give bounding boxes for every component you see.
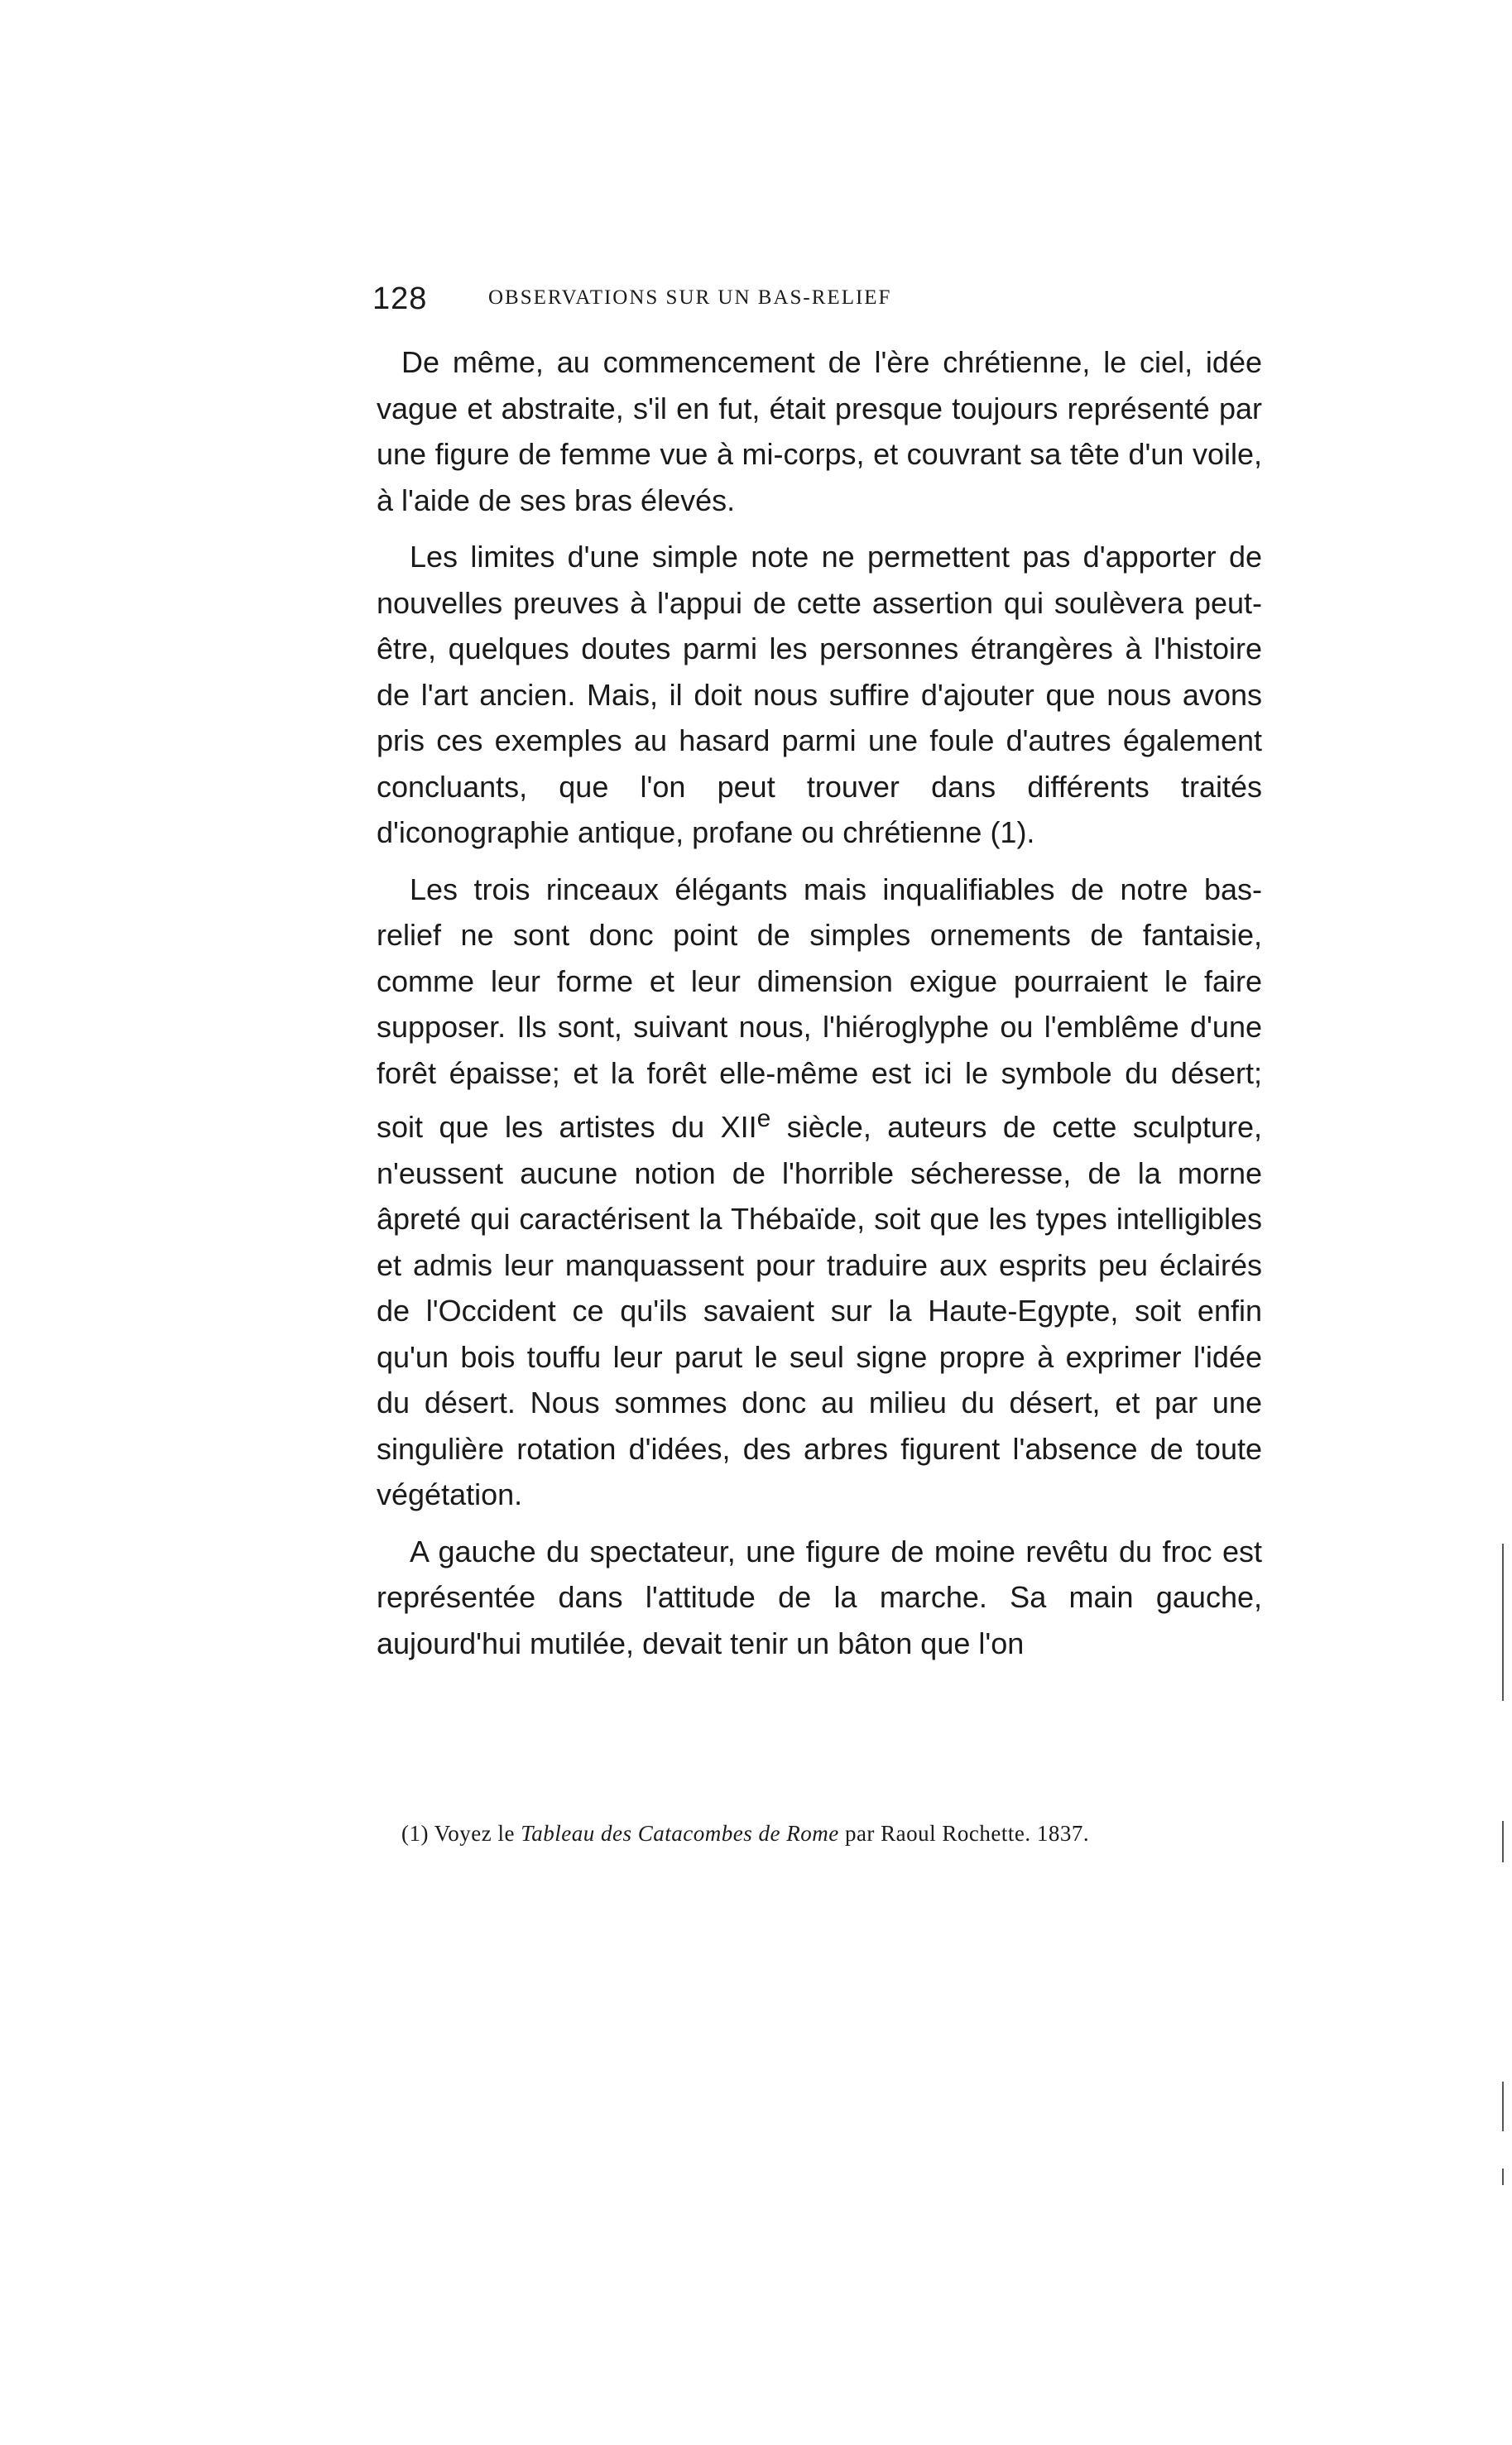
footnote-reference: (1).	[990, 815, 1035, 849]
page-number: 128	[372, 281, 428, 316]
page-header	[372, 281, 1283, 323]
margin-mark	[1502, 1821, 1504, 1862]
margin-mark	[1502, 2082, 1504, 2131]
paragraph-3	[377, 867, 1262, 1518]
footnote-tail: par Raoul Rochette. 1837.	[838, 1821, 1090, 1846]
footnote-marker: (1)	[401, 1821, 429, 1846]
footnote	[401, 1821, 1279, 1847]
running-head: OBSERVATIONS SUR UN BAS-RELIEF	[488, 286, 892, 309]
paragraph-4: A gauche du spectateur, une figure de moine revêtu du froc est représentée dans l'attitude de la marche. Sa main gauche, aujourd'hui mutilée, devait tenir un bâton que l'on	[377, 1534, 1262, 1660]
body-text	[377, 339, 1262, 1677]
paragraph-3-text-b: siècle, auteurs de cette sculpture, n'eussent aucune notion de l'horrible sécheresse, de la morne âpreté qui caractérisent la Thébaïde, soit que les types intelligibles et admis leur manquassent pour traduire aux esprits peu éclairés de l'Occident ce qu'ils savaient sur la Haute-Egypte, soit enfin qu'un bois touffu leur parut le seul signe propre à exprimer l'idée du désert. Nous sommes donc au milieu du désert, et par une singulière rotation d'idées, des arbres figurent l'absence de toute végétation.	[377, 1110, 1262, 1511]
century-superscript: e	[756, 1105, 771, 1132]
paragraph-2-text: Les limites d'une simple note ne permettent pas d'apporter de nouvelles preuves à l'appui de cette assertion qui soulèvera peut-être, quelques doutes parmi les personnes étrangères à l'histoire de l'art ancien. Mais, il doit nous suffire d'ajouter que nous avons pris ces exemples au hasard parmi une foule d'autres également concluants, que l'on peut trouver dans différents traités d'iconographie antique, profane ou chrétienne	[377, 540, 1262, 849]
margin-mark	[1502, 2169, 1504, 2185]
footnote-lead: Voyez le	[428, 1821, 521, 1846]
paragraph-1: De même, au commencement de l'ère chrétienne, le ciel, idée vague et abstraite, s'il en fut, était presque toujours représenté par une figure de femme vue à mi-corps, et couvrant sa tête d'un voile, à l'aide de ses bras élevés.	[377, 345, 1262, 517]
margin-mark	[1502, 1544, 1504, 1701]
paragraph-3-text-a: Les trois rinceaux élégants mais inqualifiables de notre bas-relief ne sont donc point de simples ornements de fantaisie, comme leur forme et leur dimension exigue pourraient le faire supposer. Ils sont, suivant nous, l'hiéroglyphe ou l'emblême d'une forêt épaisse; et la forêt elle-même est ici le symbole du désert; soit que les artistes du XII	[377, 872, 1262, 1144]
footnote-title: Tableau des Catacombes de Rome	[521, 1821, 839, 1846]
paragraph-2	[377, 534, 1262, 856]
